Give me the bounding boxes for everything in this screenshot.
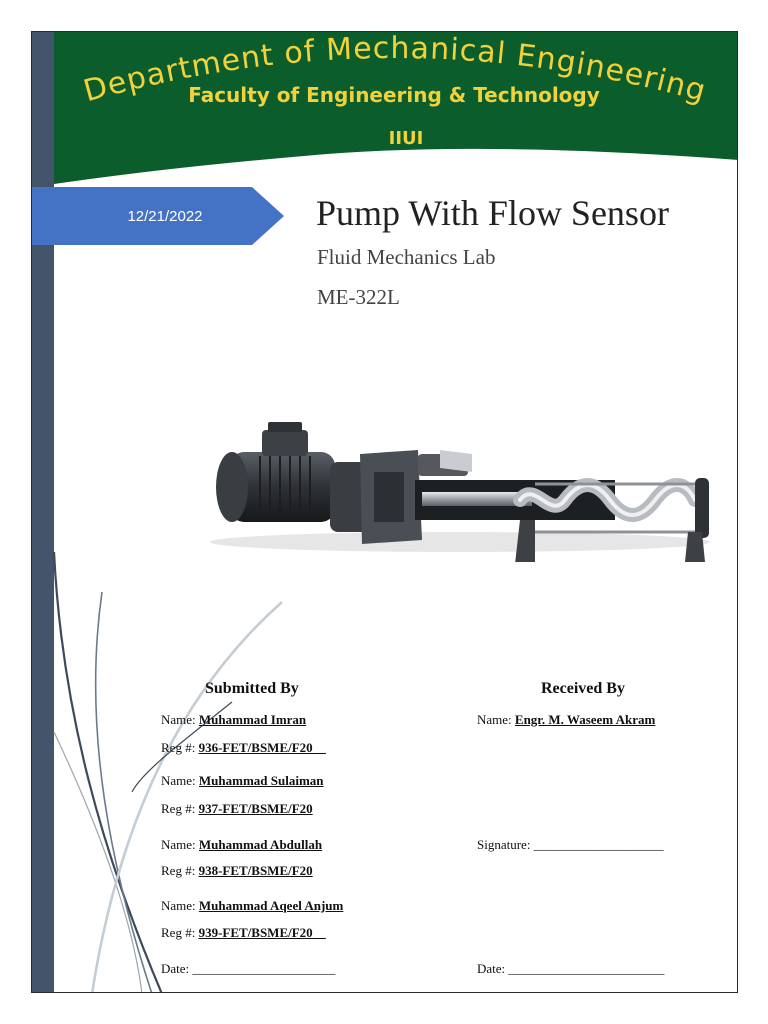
- student-3-reg-line: Reg #: 938-FET/BSME/F20: [161, 863, 313, 878]
- student-1-name-line: Name: Muhammad Imran: [161, 712, 307, 727]
- student-4-name-line: Name: Muhammad Aqeel Anjum: [161, 898, 344, 913]
- student-4-reg-line: Reg #: 939-FET/BSME/F20__: [161, 925, 326, 940]
- banner-department-text: Department of Mechanical Engineering: [79, 32, 711, 110]
- receiver-name-line: Name: Engr. M. Waseem Akram: [477, 712, 656, 727]
- received-date-line: Date: ________________________: [477, 961, 665, 976]
- cover-page: [31, 31, 738, 993]
- banner-faculty-text: Faculty of Engineering & Technology: [188, 83, 600, 107]
- submitted-date-line: Date: ______________________: [161, 961, 336, 976]
- progressive-cavity-pump-image: [190, 392, 710, 562]
- signature-line: Signature: ____________________: [477, 837, 664, 852]
- received-by-heading: Received By: [541, 680, 625, 697]
- course-code: ME-322L: [317, 285, 400, 309]
- submitted-by-heading: Submitted By: [205, 680, 299, 697]
- student-2-name-line: Name: Muhammad Sulaiman: [161, 773, 324, 788]
- student-1-reg-line: Reg #: 936-FET/BSME/F20__: [161, 740, 326, 755]
- student-3-name-line: Name: Muhammad Abdullah: [161, 837, 323, 852]
- banner-university-text: IIUI: [388, 128, 424, 149]
- lab-name: Fluid Mechanics Lab: [317, 245, 496, 269]
- department-banner: [54, 32, 738, 192]
- student-2-reg-line: Reg #: 937-FET/BSME/F20: [161, 801, 313, 816]
- report-date: 12/21/2022: [127, 207, 203, 225]
- report-title: Pump With Flow Sensor: [316, 193, 669, 233]
